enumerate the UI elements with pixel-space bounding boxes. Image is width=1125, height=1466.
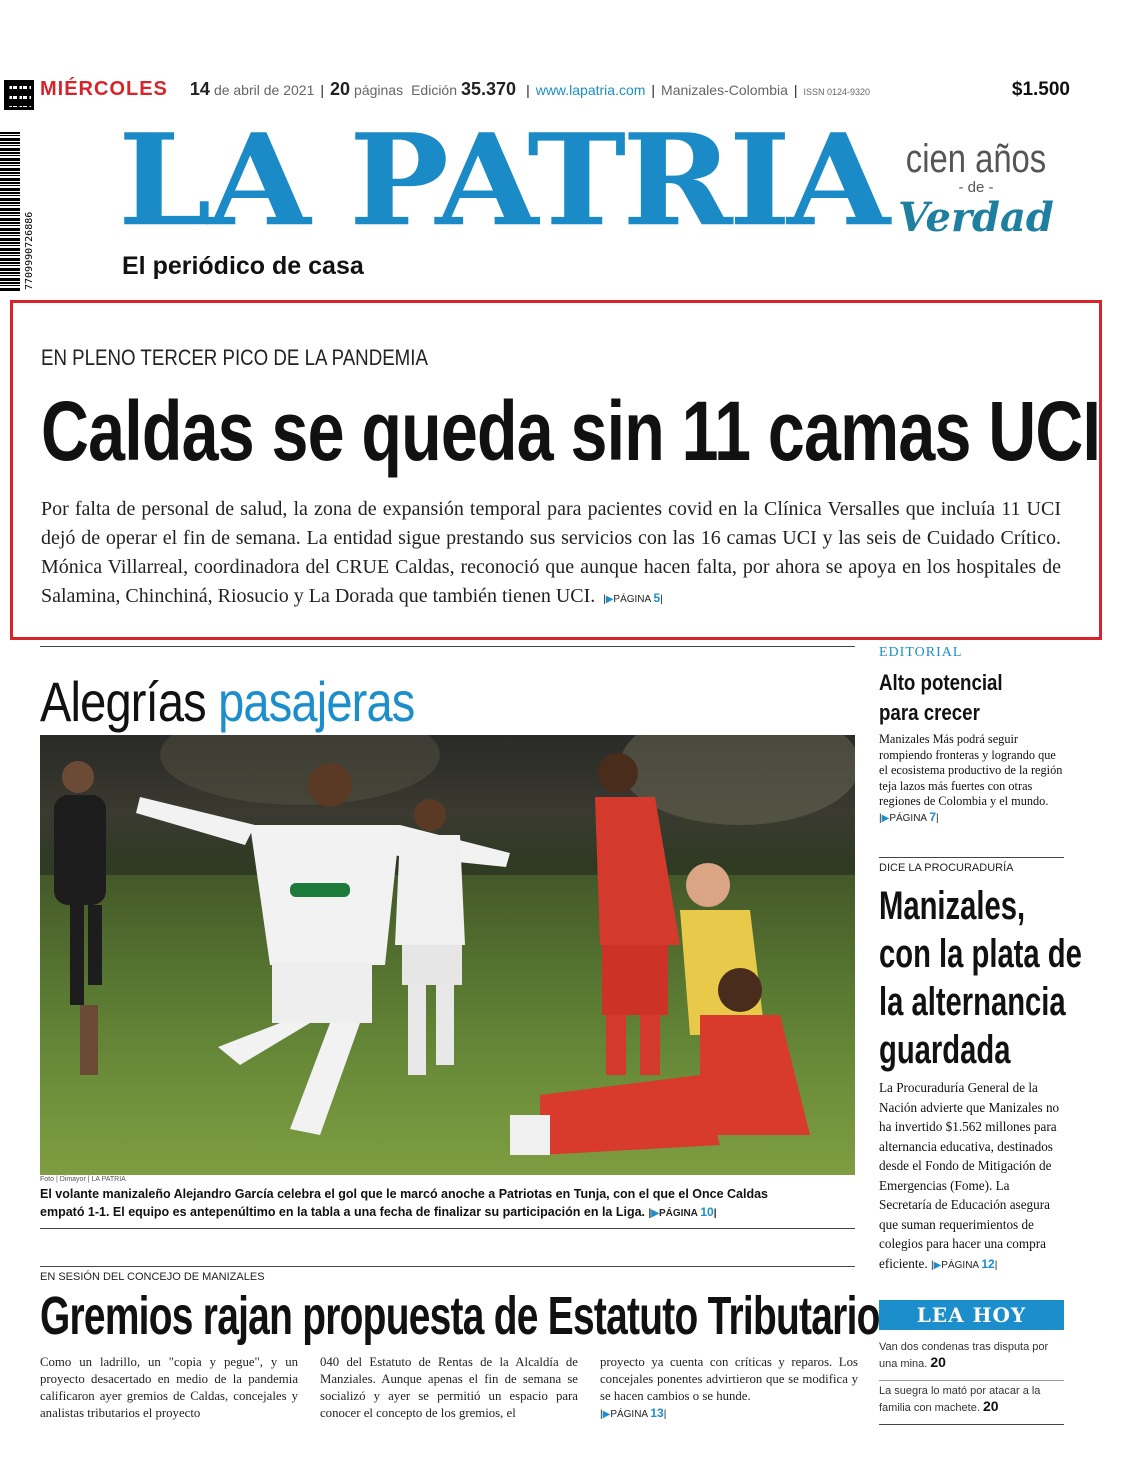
page-reference[interactable]: |▶PÁGINA 5| <box>600 591 663 605</box>
page-reference[interactable]: |▶PÁGINA 10| <box>648 1205 717 1219</box>
lea-hoy-banner: LEA HOY <box>879 1300 1064 1330</box>
dateline <box>40 78 1070 102</box>
photo-caption-text: El volante manizaleño Alejandro García celebra el gol que le marcó anoche a Patriotas en Tunja, con el que el Once Caldas empató 1-1. El equipo es antepenúltimo en la tabla a una fecha de finalizar su participación en la Liga. <box>40 1187 769 1219</box>
procuraduria-body <box>879 1078 1065 1275</box>
barcode <box>0 132 20 292</box>
page-ref-label: PÁGINA <box>941 1259 979 1271</box>
editorial-headline-line: para crecer <box>879 700 980 725</box>
editorial-headline[interactable] <box>879 668 1003 728</box>
divider <box>879 1380 1064 1381</box>
price-label: $1.500 <box>1011 79 1070 100</box>
lea-hoy-item-page: 20 <box>982 1398 999 1414</box>
page-ref-label: PÁGINA <box>610 1409 648 1420</box>
divider <box>40 1228 855 1229</box>
procuraduria-headline-line: la alternancia <box>879 980 1066 1024</box>
lead-kicker: EN PLENO TERCER PICO DE LA PANDEMIA <box>41 345 428 370</box>
bottom-story-column-3-text: proyecto ya cuenta con críticas y reparos. Los concejales ponentes advirtieron que se modifica y se hacen cambios o se hunde. <box>600 1355 858 1403</box>
lea-hoy-item[interactable] <box>879 1340 1065 1372</box>
city-label: Manizales-Colombia <box>661 82 788 98</box>
separator: | <box>320 82 324 98</box>
procuraduria-headline-line: Manizales, <box>879 884 1026 928</box>
page-ref-label: PÁGINA <box>889 812 927 824</box>
lead-headline[interactable]: Caldas se queda sin 11 camas UCI <box>41 384 1101 478</box>
lead-body-text: Por falta de personal de salud, la zona de expansión temporal para pacientes covid en la Clínica Versalles que incluía 11 UCI dejó de operar el fin de semana. La entidad sigue prestando sus servicios con las 16 camas UCI y las seis de Cuidado Crítico. Mónica Villarreal, coordinadora del CRUE Caldas, reconoció que aunque hacen falta, por ahora se apoya en los hospitales de Salamina, Chinchiná, Riosucio y La Dorada que también tienen UCI. <box>41 498 1061 607</box>
divider <box>40 646 855 647</box>
page-ref-number: 7 <box>929 809 937 824</box>
page-ref-label: PÁGINA <box>659 1208 698 1219</box>
page-ref-number: 12 <box>981 1256 995 1271</box>
newspaper-logo: LA PATRIA <box>118 106 887 255</box>
triangle-icon: ▶ <box>602 1409 611 1420</box>
divider <box>879 1424 1064 1425</box>
photo-caption <box>40 1185 810 1223</box>
photo-credit: Foto | Dimayor | LA PATRIA <box>40 1176 126 1183</box>
triangle-icon: ▶ <box>651 1208 660 1219</box>
procuraduria-body-text: La Procuraduría General de la Nación advierte que Manizales no ha invertido $1.562 millones para alternancia educativa, destinados desde el Fondo de Mitigación de Emergencias (Fome). La Secretaría de Educación asegura que suman requerimientos de colegios para hacer una compra eficiente. <box>879 1080 1060 1271</box>
issn-label: ISSN 0124-9320 <box>803 87 871 97</box>
qr-code <box>4 80 34 110</box>
page-ref-label: PÁGINA <box>613 594 651 605</box>
editorial-headline-line: Alto potencial <box>879 670 1003 695</box>
procuraduria-headline-line: guardada <box>879 1028 1011 1072</box>
date-rest: de abril de 2021 <box>213 82 315 98</box>
barcode-number: 7709990726886 <box>24 211 35 290</box>
separator: | <box>651 82 656 98</box>
page-ref-number: 5 <box>653 591 661 605</box>
bottom-story-column-3 <box>600 1354 858 1423</box>
slogan: El periódico de casa <box>122 252 364 280</box>
bottom-story-column-1: Como un ladrillo, un "copia y pegue", y un proyecto desacertado en medio de la pandemia calificaron ayer gremios de Caldas, concejales y analistas tributarios el proyecto <box>40 1355 298 1420</box>
triangle-icon: ▶ <box>933 1259 942 1271</box>
website-link[interactable]: www.lapatria.com <box>535 82 646 98</box>
photo-story-title[interactable] <box>40 672 414 732</box>
page-reference[interactable]: |▶PÁGINA 12| <box>930 1256 998 1271</box>
lead-body <box>41 495 1061 614</box>
lea-hoy-item-page: 20 <box>930 1354 946 1370</box>
procuraduria-headline-line: con la plata de <box>879 932 1082 976</box>
date-day: 14 <box>189 79 210 99</box>
separator: | <box>526 82 530 98</box>
divider <box>40 1266 855 1267</box>
pages-count: 20 <box>330 79 351 99</box>
photo-title-part-2: pasajeras <box>218 670 415 733</box>
pages-label: páginas <box>354 82 404 98</box>
anniversary-line-3: Verdad <box>898 194 1054 241</box>
bottom-story-kicker: EN SESIÓN DEL CONCEJO DE MANIZALES <box>40 1271 265 1283</box>
divider <box>879 857 1064 858</box>
anniversary-line-1: cien años <box>905 137 1047 181</box>
lead-story[interactable] <box>10 300 1102 640</box>
triangle-icon: ▶ <box>881 812 890 824</box>
editorial-label: EDITORIAL <box>879 645 963 660</box>
page-reference[interactable]: |▶PÁGINA 13| <box>600 1406 667 1420</box>
separator: | <box>793 82 798 98</box>
lea-hoy-item-text: La suegra lo mató por atacar a la familia con machete. <box>879 1385 1041 1414</box>
edition-label: Edición <box>411 82 457 98</box>
bottom-story-headline[interactable]: Gremios rajan propuesta de Estatuto Tributario <box>40 1286 880 1346</box>
procuraduria-headline[interactable] <box>879 882 1082 1074</box>
lea-hoy-item-text: Van dos condenas tras disputa por una mina. <box>879 1341 1049 1370</box>
photo-title-part-1: Alegrías <box>40 670 206 733</box>
bottom-story-column-2: 040 del Estatuto de Rentas de la Alcaldía de Manziales. Aunque apenas el fin de semana se socializó y ayer se permitió un espacio para conocer el concepto de los gremios, el <box>320 1355 578 1420</box>
anniversary-line-2: - de - <box>958 179 994 196</box>
editorial-body-text: Manizales Más podrá seguir rompiendo fronteras y logrando que el ecosistema productivo de la región teja lazos más fuertes con otras regiones de Colombia y el mundo. <box>879 732 1063 808</box>
lea-hoy-item[interactable] <box>879 1384 1065 1416</box>
football-photo[interactable] <box>40 735 855 1175</box>
weekday: MIÉRCOLES <box>40 78 168 100</box>
anniversary-logo <box>886 137 1066 241</box>
editorial-body <box>879 732 1067 826</box>
triangle-icon: ▶ <box>605 594 614 605</box>
procuraduria-kicker: DICE LA PROCURADURÍA <box>879 862 1014 874</box>
page-ref-number: 10 <box>700 1205 714 1219</box>
page-reference[interactable]: |▶PÁGINA 7| <box>879 809 939 824</box>
page-ref-number: 13 <box>650 1406 664 1420</box>
edition-number: 35.370 <box>461 79 517 99</box>
